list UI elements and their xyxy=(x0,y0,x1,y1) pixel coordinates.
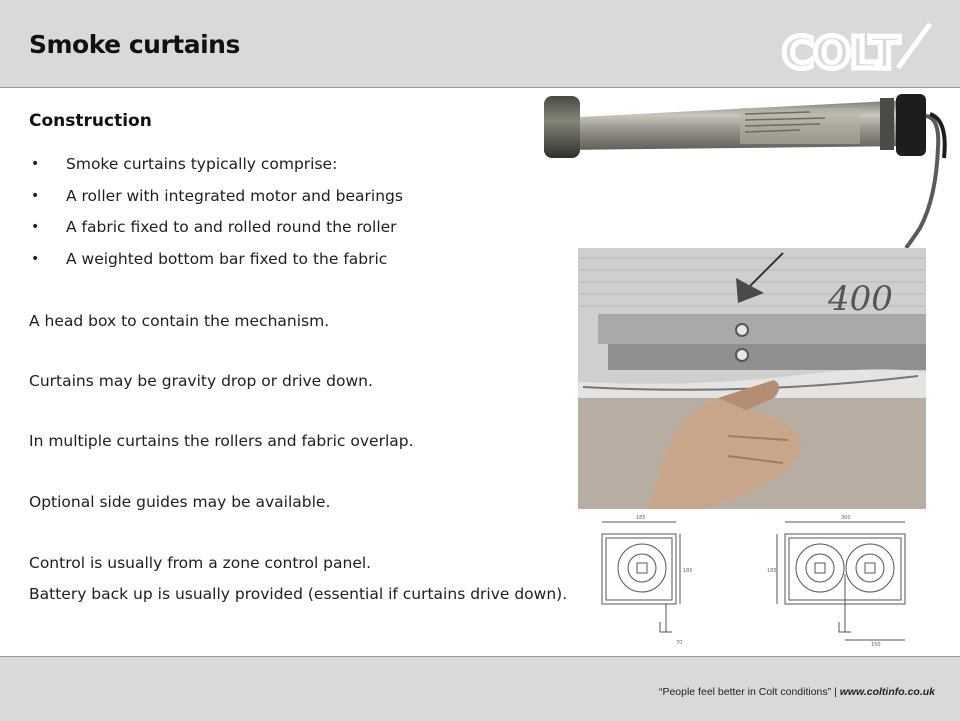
colt-logo xyxy=(780,22,938,74)
footer-separator: | xyxy=(834,686,837,698)
svg-text:185: 185 xyxy=(767,568,777,574)
paragraph-drop-type: Curtains may be gravity drop or drive down. xyxy=(29,372,373,390)
footer-bar xyxy=(0,656,960,721)
svg-text:300: 300 xyxy=(841,515,851,521)
paragraph-battery: Battery back up is usually provided (essential if curtains drive down). xyxy=(29,585,568,603)
header-bar xyxy=(0,0,960,88)
svg-text:400: 400 xyxy=(828,279,893,319)
footer-text xyxy=(659,686,935,698)
cross-section-drawing-double xyxy=(765,514,925,652)
svg-text:185: 185 xyxy=(636,515,646,521)
paragraph-head-box: A head box to contain the mechanism. xyxy=(29,312,330,330)
cross-section-drawing-single xyxy=(596,514,698,652)
footer-quote: “People feel better in Colt conditions” xyxy=(658,686,832,698)
bullet-item: • A roller with integrated motor and bearings xyxy=(29,186,403,218)
svg-text:185: 185 xyxy=(683,568,693,574)
bullet-item: • A weighted bottom bar fixed to the fabric xyxy=(29,249,403,281)
bullet-list xyxy=(29,154,403,280)
bullet-item: • Smoke curtains typically comprise: xyxy=(29,154,403,186)
bottom-bar-photo xyxy=(578,248,926,509)
svg-text:COLT: COLT xyxy=(782,28,899,74)
paragraph-control: Control is usually from a zone control panel. xyxy=(29,554,372,572)
bullet-item: • A fabric fixed to and rolled round the roller xyxy=(29,217,403,249)
svg-text:150: 150 xyxy=(871,642,881,648)
footer-url[interactable]: www.coltinfo.co.uk xyxy=(839,686,935,698)
section-subtitle: Construction xyxy=(29,111,152,131)
paragraph-side-guides: Optional side guides may be available. xyxy=(29,493,331,511)
page-title: Smoke curtains xyxy=(29,30,240,59)
paragraph-overlap: In multiple curtains the rollers and fabric overlap. xyxy=(29,432,414,450)
svg-text:70: 70 xyxy=(676,640,683,646)
roller-motor-photo xyxy=(540,88,960,248)
